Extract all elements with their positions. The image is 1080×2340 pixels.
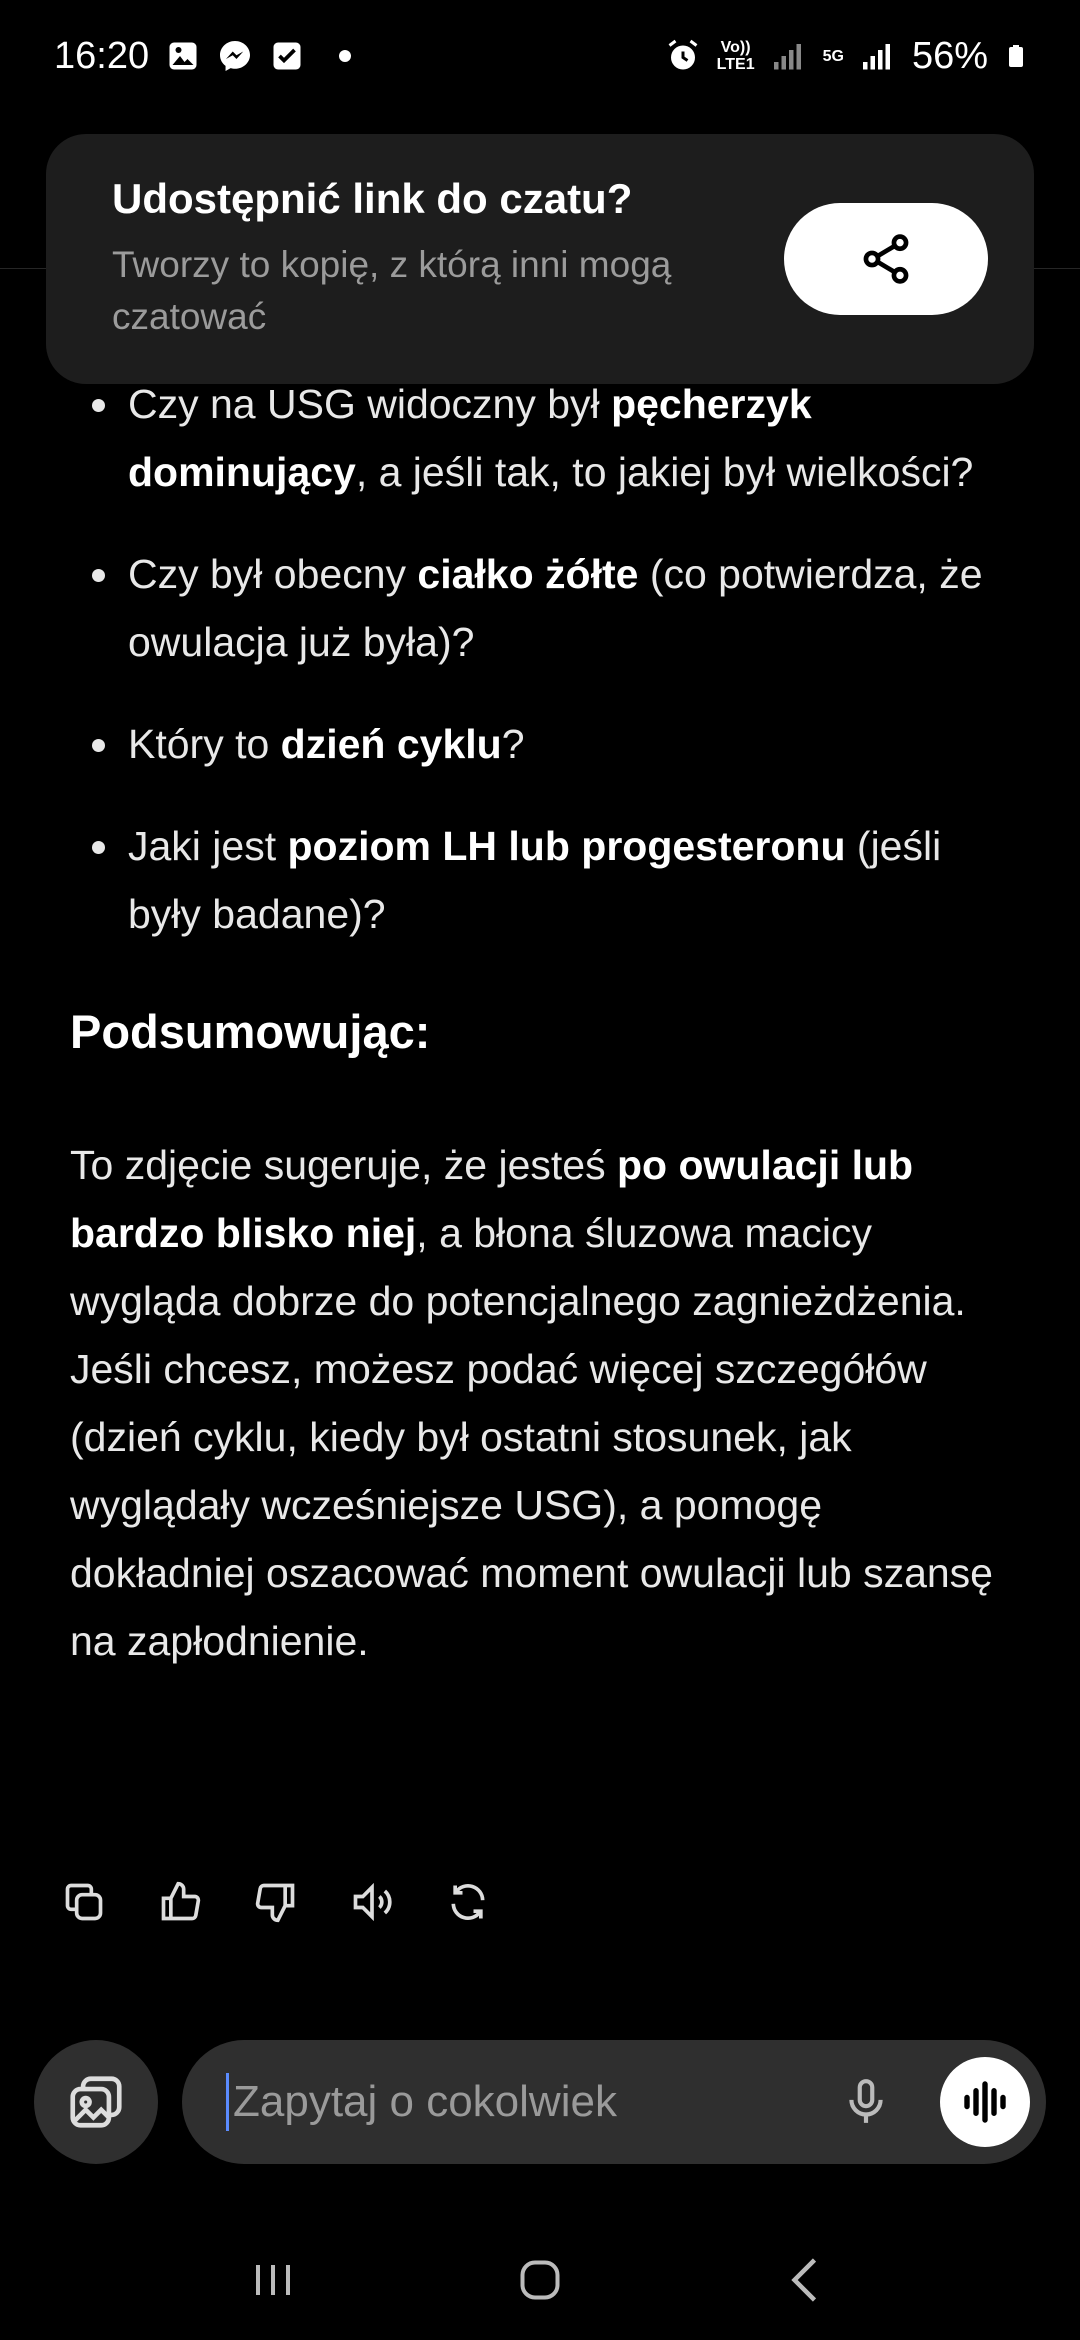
list-item <box>0 370 1080 506</box>
share-chat-banner <box>46 134 1034 384</box>
list-item-text: Czy na USG widoczny był <box>128 381 612 427</box>
battery-percent: 56% <box>911 34 988 77</box>
copy-icon[interactable] <box>62 1880 106 1924</box>
list-item <box>0 812 1080 948</box>
notification-dot-icon <box>339 50 351 62</box>
read-aloud-icon[interactable] <box>350 1880 394 1924</box>
network-5g: 5G <box>822 47 844 65</box>
alarm-icon <box>665 38 701 74</box>
list-item-text: Jaki jest <box>128 823 288 869</box>
system-nav-bar <box>0 2220 1080 2340</box>
attachment-icon <box>65 2071 127 2133</box>
summary-heading: Podsumowując: <box>70 1005 431 1058</box>
list-item-bold: poziom LH lub progesteronu <box>287 823 846 869</box>
summary-text: , a błona śluzowa macicy wygląda dobrze do potencjalnego zagnieżdżenia. Jeśli chcesz, możesz podać więcej szczegółów (dzień cyklu, kiedy był ostatni stosunek, jak wyglądały wcześniejsze USG), a pomogę dokładniej oszacować moment owulacji lub szansę na zapłodnienie. <box>70 1210 993 1664</box>
summary-text: To zdjęcie sugeruje, że jesteś <box>70 1142 617 1188</box>
assistant-message <box>0 370 1080 1675</box>
status-time: 16:20 <box>54 34 150 77</box>
signal-icon <box>860 38 896 74</box>
voice-mode-button[interactable] <box>940 2057 1030 2147</box>
attach-button[interactable] <box>34 2040 158 2164</box>
share-banner-text <box>112 175 672 343</box>
checkbox-icon <box>269 38 305 74</box>
list-item-text: ? <box>501 721 525 767</box>
status-left <box>54 35 351 78</box>
network-label <box>717 39 755 73</box>
list-item-text: Czy był obecny <box>128 551 418 597</box>
list-item-text: (co potwierdza, że owulacja już była)? <box>128 551 983 665</box>
summary-bold: po owulacji lub bardzo blisko niej <box>70 1142 914 1256</box>
thumbs-up-icon[interactable] <box>158 1880 202 1924</box>
text-cursor <box>226 2073 229 2131</box>
voice-mode-icon <box>958 2075 1012 2129</box>
microphone-button[interactable] <box>834 2070 898 2134</box>
share-banner-title: Udostępnić link do czatu? <box>112 175 633 222</box>
message-actions <box>62 1880 490 1924</box>
home-icon[interactable] <box>510 2250 570 2310</box>
messenger-icon <box>217 38 253 74</box>
list-item-bold: ciałko żółte <box>417 551 639 597</box>
network-bottom: LTE1 <box>716 56 755 73</box>
list-item-bold: pęcherzyk dominujący <box>128 381 812 495</box>
list-item-text: Który to <box>128 721 281 767</box>
thumbs-down-icon[interactable] <box>254 1880 298 1924</box>
back-icon[interactable] <box>777 2250 837 2310</box>
list-item-bold: dzień cyklu <box>280 721 502 767</box>
list-item <box>0 710 1080 778</box>
signal-icon <box>771 38 807 74</box>
list-item-text: (jeśli były badane)? <box>128 823 942 937</box>
gallery-icon <box>165 38 201 74</box>
list-item-text: , a jeśli tak, to jakiej był wielkości? <box>355 449 974 495</box>
summary-paragraph <box>70 1131 1016 1675</box>
status-right <box>665 35 1028 78</box>
composer <box>0 2040 1080 2166</box>
question-list <box>0 370 1080 948</box>
prompt-placeholder: Zapytaj o cokolwiek <box>233 2077 617 2126</box>
share-icon <box>858 231 914 287</box>
share-banner-subtitle: Tworzy to kopię, z którą inni mogą czatować <box>112 244 672 337</box>
status-bar <box>0 0 1080 112</box>
share-link-button[interactable] <box>784 203 988 315</box>
recent-apps-icon[interactable] <box>243 2250 303 2310</box>
list-item <box>0 540 1080 676</box>
network-top: Vo)) <box>720 39 751 56</box>
battery-icon <box>1004 38 1028 74</box>
regenerate-icon[interactable] <box>446 1880 490 1924</box>
microphone-icon <box>841 2077 891 2127</box>
prompt-input[interactable] <box>182 2040 1046 2164</box>
